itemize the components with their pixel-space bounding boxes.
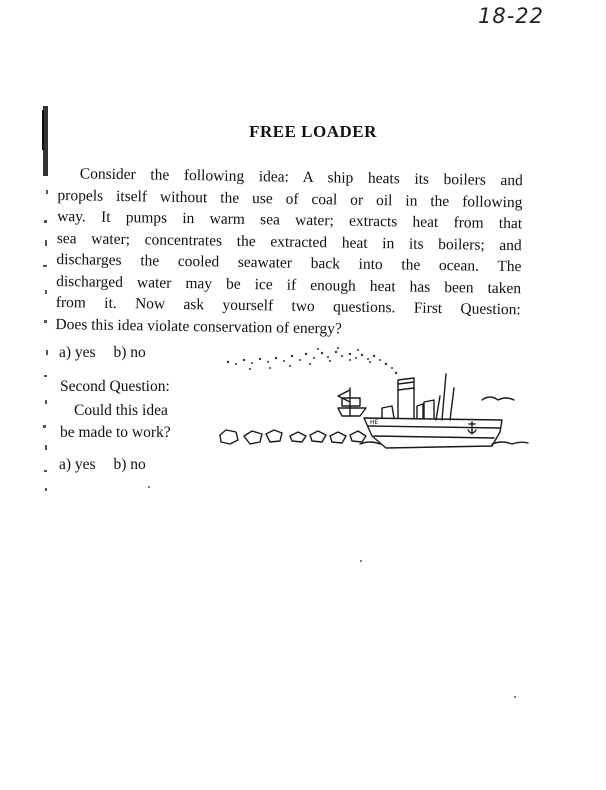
option-a-yes[interactable]: a) yes bbox=[59, 456, 96, 473]
ship-hull bbox=[364, 418, 502, 448]
paragraph-line: Does this idea violate conservation of energy? bbox=[55, 315, 342, 337]
paragraph-line: way. It pumps in warm sea water; extracts heat from that bbox=[57, 207, 523, 233]
option-a-yes[interactable]: a) yes bbox=[59, 344, 96, 361]
paragraph-line: propels itself without the use of coal or oil in the following bbox=[57, 186, 523, 211]
paper-speck bbox=[514, 696, 516, 698]
svg-text:HE: HE bbox=[370, 419, 379, 426]
second-question-line: Could this idea bbox=[74, 402, 168, 419]
page-title: FREE LOADER bbox=[249, 122, 377, 141]
option-b-no[interactable]: b) no bbox=[113, 456, 146, 473]
second-question-label: Second Question: bbox=[60, 378, 170, 395]
second-question-line: be made to work? bbox=[60, 424, 171, 441]
binding-edge-marks bbox=[40, 100, 52, 500]
second-question-options bbox=[59, 456, 160, 474]
paragraph-line: discharged water may be ice if enough heat has been taken bbox=[56, 272, 522, 297]
first-question-options bbox=[59, 344, 160, 362]
paragraph-line: Consider the following idea: A ship heats its boilers and bbox=[79, 165, 523, 190]
paper-speck bbox=[148, 486, 150, 488]
water-line bbox=[360, 442, 528, 444]
smokestack-small bbox=[424, 400, 434, 418]
ship-cabin bbox=[382, 406, 394, 418]
second-question-text bbox=[60, 400, 171, 444]
question-paragraph bbox=[55, 163, 523, 342]
ship-with-ice-illustration bbox=[210, 340, 540, 470]
smoke-dots bbox=[227, 347, 397, 374]
page-number: 18-22 bbox=[478, 4, 545, 28]
paragraph-line: discharges the cooled seawater back into the ocean. The bbox=[56, 250, 522, 276]
paragraph-line: sea water; concentrates the extracted heat in its boilers; and bbox=[56, 229, 522, 254]
paragraph-line: from it. Now ask yourself two questions. First Question: bbox=[55, 293, 521, 319]
option-b-no[interactable]: b) no bbox=[113, 344, 146, 361]
ice-chunks bbox=[220, 430, 366, 444]
paper-speck bbox=[360, 560, 362, 562]
